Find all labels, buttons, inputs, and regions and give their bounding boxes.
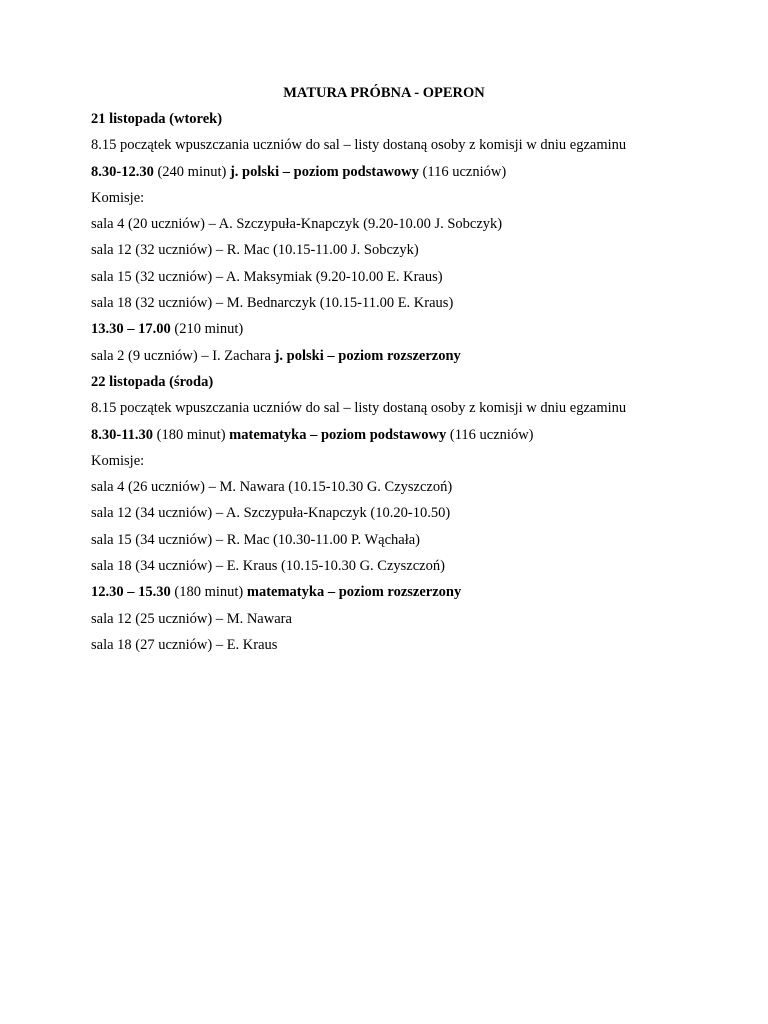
document-line — [91, 163, 711, 181]
document-line — [91, 268, 711, 286]
bold-text: j. polski – poziom rozszerzony — [274, 347, 461, 364]
text-span: sala 12 (34 uczniów) – A. Szczypuła-Knapczyk (10.20-10.50) — [91, 505, 451, 522]
text-span: sala 4 (20 uczniów) – A. Szczypuła-Knapczyk (9.20-10.00 J. Sobczyk) — [91, 216, 503, 233]
text-span: sala 18 (34 uczniów) – E. Kraus (10.15-10.30 G. Czyszczoń) — [91, 558, 445, 575]
document-title: MATURA PRÓBNA - OPERON — [283, 85, 485, 101]
text-span: sala 12 (25 uczniów) – M. Nawara — [91, 610, 292, 627]
document-line — [91, 347, 711, 365]
document-line — [91, 426, 711, 444]
document-line — [91, 136, 711, 154]
bold-text: 22 listopada (środa) — [91, 373, 214, 390]
text-span: Komisje: — [91, 452, 145, 469]
bold-text: 13.30 – 17.00 — [91, 321, 171, 338]
document-line — [91, 504, 711, 522]
text-span: sala 15 (34 uczniów) – R. Mac (10.30-11.00 P. Wąchała) — [91, 531, 420, 548]
text-span: (240 minut) — [153, 163, 230, 180]
document-line — [91, 294, 711, 312]
text-span: sala 18 (27 uczniów) – E. Kraus — [91, 636, 278, 653]
bold-text: j. polski – poziom podstawowy — [229, 163, 419, 180]
bold-text: 8.30-11.30 — [91, 426, 154, 443]
document-line — [91, 610, 711, 628]
document-line — [91, 557, 711, 575]
bold-text: 12.30 – 15.30 — [91, 584, 171, 601]
document-line — [91, 452, 711, 470]
document-line — [91, 110, 711, 128]
document-line — [91, 583, 711, 601]
document-line — [91, 531, 711, 549]
document-line — [91, 189, 711, 207]
bold-text: 21 listopada (wtorek) — [91, 111, 223, 127]
bold-text: matematyka – poziom podstawowy — [229, 426, 447, 443]
text-span: sala 15 (32 uczniów) – A. Maksymiak (9.20-10.00 E. Kraus) — [91, 268, 443, 285]
document-line — [91, 373, 711, 391]
text-span: (180 minut) — [170, 584, 247, 601]
bold-text: 8.30-12.30 — [91, 163, 154, 180]
document-line — [91, 215, 711, 233]
text-span: (180 minut) — [153, 426, 230, 443]
text-span: sala 18 (32 uczniów) – M. Bednarczyk (10.15-11.00 E. Kraus) — [91, 295, 454, 312]
document-line — [91, 320, 711, 338]
bold-text: matematyka – poziom rozszerzony — [246, 584, 462, 601]
document-line — [91, 636, 711, 654]
document-line — [91, 478, 711, 496]
text-span: sala 2 (9 uczniów) – I. Zachara — [91, 347, 275, 364]
text-span: (116 uczniów) — [418, 163, 507, 180]
document-line — [91, 399, 711, 417]
document-line — [91, 241, 711, 259]
text-span: 8.15 początek wpuszczania uczniów do sal – listy dostaną osoby z komisji w dniu egzaminu — [91, 400, 627, 417]
text-span: Komisje: — [91, 189, 145, 206]
text-span: 8.15 początek wpuszczania uczniów do sal – listy dostaną osoby z komisji w dniu egzaminu — [91, 137, 627, 154]
text-span: sala 4 (26 uczniów) – M. Nawara (10.15-10.30 G. Czyszczoń) — [91, 479, 453, 496]
text-span: (210 minut) — [170, 321, 244, 338]
text-span: sala 12 (32 uczniów) – R. Mac (10.15-11.00 J. Sobczyk) — [91, 242, 419, 259]
document-body — [91, 110, 711, 662]
text-span: (116 uczniów) — [446, 426, 534, 443]
